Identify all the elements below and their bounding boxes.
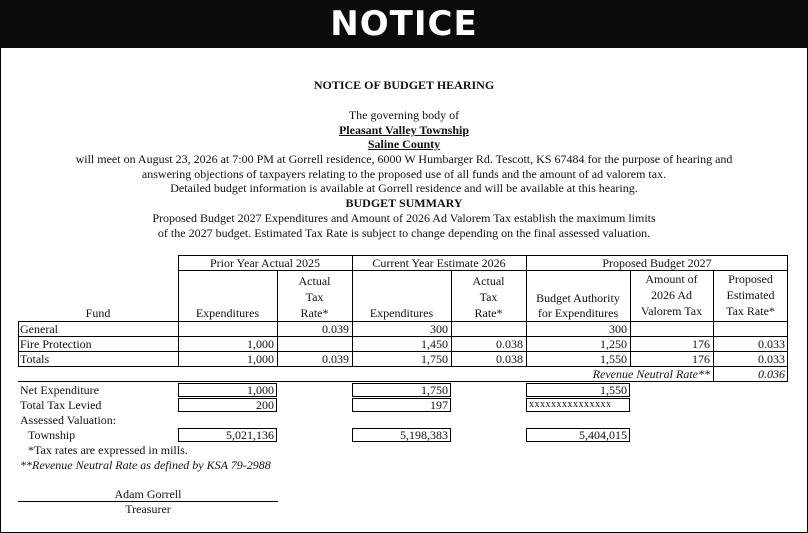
row-general-prior-rate: 0.039 [322, 322, 349, 336]
header-prior-rate-1: Actual [298, 274, 331, 288]
revenue-neutral-value: 0.036 [758, 367, 785, 381]
row-totals-fund: Totals [20, 352, 50, 366]
header-est-rate-3: Tax Rate* [726, 304, 775, 318]
net-current: 1,750 [352, 383, 451, 397]
group-proposed: Proposed Budget 2027 [602, 256, 712, 270]
row-fire-ad-valorem: 176 [692, 337, 710, 351]
row-totals-ad-valorem: 176 [692, 352, 710, 366]
township-proposed: 5,404,015 [526, 428, 630, 442]
header-prior-rate-2: Tax [305, 290, 324, 304]
levied-prior: 200 [178, 398, 277, 412]
net-proposed: 1,550 [526, 383, 630, 397]
notice-banner: NOTICE [0, 0, 808, 48]
row-fire-fund: Fire Protection [20, 337, 92, 351]
signature-title: Treasurer [125, 502, 171, 516]
row-general-budget-auth: 300 [609, 322, 627, 336]
intro-line4: Detailed budget information is available at Gorrell residence and will be available at this hearing. [170, 181, 638, 195]
note-revenue-neutral: **Revenue Neutral Rate as defined by KSA 79-2988 [20, 458, 271, 472]
township-label: Township [28, 428, 76, 442]
row-totals-budget-auth: 1,550 [600, 352, 627, 366]
row-fire-prior-exp: 1,000 [247, 337, 274, 351]
intro-line1: The governing body of [348, 108, 460, 122]
header-est-rate-1: Proposed [728, 272, 773, 286]
header-cur-rate-3: Rate* [474, 306, 503, 320]
net-expenditure-label: Net Expenditure [20, 383, 99, 397]
county-name: Saline County [367, 137, 441, 151]
header-cur-rate-1: Actual [472, 274, 505, 288]
township-current: 5,198,383 [352, 428, 451, 442]
header-est-rate-2: Estimated [726, 288, 775, 302]
total-levied-label: Total Tax Levied [20, 398, 102, 412]
row-fire-cur-rate: 0.038 [496, 337, 523, 351]
row-totals-prior-exp: 1,000 [247, 352, 274, 366]
header-budget-auth-2: for Expenditures [537, 306, 619, 320]
header-ad-valorem-1: Amount of [645, 272, 698, 286]
row-totals-cur-exp: 1,750 [421, 352, 448, 366]
header-ad-valorem-3: Valorem Tax [640, 304, 703, 318]
group-current: Current Year Estimate 2026 [372, 256, 506, 270]
header-budget-auth-1: Budget Authority [536, 291, 620, 305]
row-general-fund: General [20, 322, 58, 336]
header-prior-exp: Expenditures [195, 306, 260, 320]
header-prior-rate-3: Rate* [300, 306, 329, 320]
intro-line2: will meet on August 23, 2026 at 7:00 PM at Gorrell residence, 6000 W Humbarger Rd. Tescott, KS 67484 for the purpose of hearing and [75, 152, 733, 166]
row-fire-budget-auth: 1,250 [600, 337, 627, 351]
township-prior: 5,021,136 [178, 428, 277, 442]
net-prior: 1,000 [178, 383, 277, 397]
intro-line3: answering objections of taxpayers relating to the proposed use of all funds and the amount of ad valorem tax. [141, 167, 667, 181]
row-totals-est-rate: 0.033 [758, 352, 785, 366]
budget-table [18, 255, 788, 381]
summary-title: BUDGET SUMMARY [345, 196, 463, 210]
header-ad-valorem-2: 2026 Ad [650, 288, 692, 302]
revenue-neutral-label: Revenue Neutral Rate** [592, 367, 710, 381]
levied-current: 197 [352, 398, 451, 412]
assessed-valuation-label: Assessed Valuation: [20, 413, 117, 427]
signature-name: Adam Gorrell [114, 487, 182, 501]
note-mills: *Tax rates are expressed in mills. [28, 443, 188, 457]
row-fire-est-rate: 0.033 [758, 337, 785, 351]
row-general-cur-exp: 300 [430, 322, 448, 336]
notice-heading: NOTICE OF BUDGET HEARING [313, 78, 495, 92]
group-prior: Prior Year Actual 2025 [210, 256, 320, 270]
summary-line2: of the 2027 budget. Estimated Tax Rate is subject to change depending on the final assessed valuation. [157, 226, 651, 240]
header-cur-rate-2: Tax [479, 290, 498, 304]
entity-name: Pleasant Valley Township [338, 123, 470, 137]
summary-line1: Proposed Budget 2027 Expenditures and Amount of 2026 Ad Valorem Tax establish the maximum limits [152, 211, 656, 225]
row-totals-prior-rate: 0.039 [322, 352, 349, 366]
levied-proposed: xxxxxxxxxxxxxxx [526, 398, 630, 412]
header-fund: Fund [85, 306, 111, 320]
header-cur-exp: Expenditures [369, 306, 434, 320]
row-totals-cur-rate: 0.038 [496, 352, 523, 366]
row-fire-cur-exp: 1,450 [421, 337, 448, 351]
